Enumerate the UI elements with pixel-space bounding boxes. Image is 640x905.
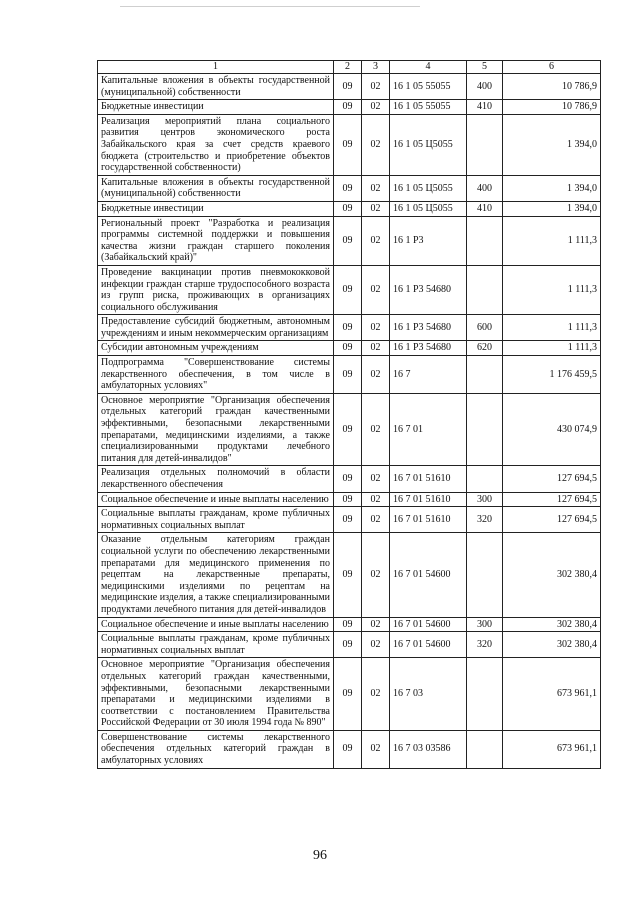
row-subsection-cell: 02 xyxy=(362,175,390,201)
row-name-cell: Социальные выплаты гражданам, кроме публичных нормативных социальных выплат xyxy=(98,507,334,533)
row-subsection-cell: 02 xyxy=(362,201,390,216)
table-header-row xyxy=(98,61,601,74)
row-name-cell: Бюджетные инвестиции xyxy=(98,201,334,216)
row-name-cell: Субсидии автономным учреждениям xyxy=(98,341,334,356)
row-name-cell: Социальное обеспечение и иные выплаты населению xyxy=(98,617,334,632)
table-row xyxy=(98,466,601,492)
budget-table xyxy=(97,60,601,769)
row-target-article-cell: 16 1 05 Ц5055 xyxy=(390,175,467,201)
table-row xyxy=(98,216,601,265)
row-amount-cell: 302 380,4 xyxy=(503,533,601,617)
row-amount-cell: 673 961,1 xyxy=(503,658,601,731)
table-row xyxy=(98,632,601,658)
table-row xyxy=(98,507,601,533)
table-row xyxy=(98,492,601,507)
row-target-article-cell: 16 7 01 51610 xyxy=(390,492,467,507)
row-amount-cell: 127 694,5 xyxy=(503,492,601,507)
row-subsection-cell: 02 xyxy=(362,100,390,115)
row-subsection-cell: 02 xyxy=(362,466,390,492)
row-name-cell: Бюджетные инвестиции xyxy=(98,100,334,115)
table-row xyxy=(98,201,601,216)
row-name-cell: Капитальные вложения в объекты государственной (муниципальной) собственности xyxy=(98,175,334,201)
row-subsection-cell: 02 xyxy=(362,507,390,533)
row-subsection-cell: 02 xyxy=(362,492,390,507)
row-expense-type-cell xyxy=(467,393,503,466)
row-section-cell: 09 xyxy=(334,265,362,314)
row-subsection-cell: 02 xyxy=(362,356,390,394)
row-name-cell: Реализация отдельных полномочий в области лекарственного обеспечения xyxy=(98,466,334,492)
row-section-cell: 09 xyxy=(334,617,362,632)
row-amount-cell: 1 111,3 xyxy=(503,315,601,341)
column-header: 4 xyxy=(390,61,467,74)
table-row xyxy=(98,100,601,115)
row-subsection-cell: 02 xyxy=(362,617,390,632)
row-section-cell: 09 xyxy=(334,466,362,492)
row-amount-cell: 1 176 459,5 xyxy=(503,356,601,394)
row-target-article-cell: 16 7 xyxy=(390,356,467,394)
table-row xyxy=(98,730,601,768)
column-header: 6 xyxy=(503,61,601,74)
row-subsection-cell: 02 xyxy=(362,393,390,466)
row-section-cell: 09 xyxy=(334,507,362,533)
table-row xyxy=(98,533,601,617)
row-amount-cell: 127 694,5 xyxy=(503,507,601,533)
row-subsection-cell: 02 xyxy=(362,114,390,175)
row-expense-type-cell: 410 xyxy=(467,201,503,216)
row-subsection-cell: 02 xyxy=(362,74,390,100)
row-target-article-cell: 16 7 01 54600 xyxy=(390,632,467,658)
row-amount-cell: 10 786,9 xyxy=(503,100,601,115)
row-expense-type-cell xyxy=(467,216,503,265)
row-section-cell: 09 xyxy=(334,356,362,394)
row-section-cell: 09 xyxy=(334,393,362,466)
row-target-article-cell: 16 1 Р3 54680 xyxy=(390,265,467,314)
row-section-cell: 09 xyxy=(334,632,362,658)
row-target-article-cell: 16 7 03 xyxy=(390,658,467,731)
row-amount-cell: 1 111,3 xyxy=(503,341,601,356)
row-amount-cell: 673 961,1 xyxy=(503,730,601,768)
row-name-cell: Оказание отдельным категориям граждан социальной услуги по обеспечению лекарственными препаратами для медицинского применения по рецептам на лекарственные препараты, медицинскими изделиями по рецептам на медицинские изделия, а также специализированными продуктами лечебного питания для детей-инвалидов xyxy=(98,533,334,617)
row-amount-cell: 430 074,9 xyxy=(503,393,601,466)
row-subsection-cell: 02 xyxy=(362,658,390,731)
scan-artifact-line xyxy=(120,6,420,7)
column-header: 2 xyxy=(334,61,362,74)
table-row xyxy=(98,617,601,632)
page-number: 96 xyxy=(313,848,327,863)
row-expense-type-cell xyxy=(467,730,503,768)
table-row xyxy=(98,658,601,731)
row-target-article-cell: 16 7 01 xyxy=(390,393,467,466)
row-expense-type-cell xyxy=(467,356,503,394)
table-row xyxy=(98,74,601,100)
row-expense-type-cell xyxy=(467,466,503,492)
row-section-cell: 09 xyxy=(334,341,362,356)
row-target-article-cell: 16 7 01 51610 xyxy=(390,466,467,492)
row-subsection-cell: 02 xyxy=(362,341,390,356)
row-amount-cell: 1 394,0 xyxy=(503,175,601,201)
row-target-article-cell: 16 1 05 55055 xyxy=(390,74,467,100)
row-name-cell: Совершенствование системы лекарственного обеспечения отдельных категорий граждан в амбулаторных условиях xyxy=(98,730,334,768)
column-header: 3 xyxy=(362,61,390,74)
row-section-cell: 09 xyxy=(334,533,362,617)
row-expense-type-cell: 300 xyxy=(467,492,503,507)
row-name-cell: Основное мероприятие "Организация обеспечения отдельных категорий граждан качественными эффективными, безопасными лекарственными препаратами, медицинскими изделиями, а также специализированными продуктами лечебного питания для детей-инвалидов" xyxy=(98,393,334,466)
row-expense-type-cell xyxy=(467,533,503,617)
table-row xyxy=(98,114,601,175)
row-expense-type-cell: 400 xyxy=(467,175,503,201)
table-row xyxy=(98,393,601,466)
row-amount-cell: 1 111,3 xyxy=(503,216,601,265)
row-expense-type-cell: 400 xyxy=(467,74,503,100)
row-name-cell: Социальные выплаты гражданам, кроме публичных нормативных социальных выплат xyxy=(98,632,334,658)
row-amount-cell: 302 380,4 xyxy=(503,617,601,632)
column-header: 1 xyxy=(98,61,334,74)
row-name-cell: Проведение вакцинации против пневмококковой инфекции граждан старше трудоспособного возраста из групп риска, проживающих в организациях социального обслуживания xyxy=(98,265,334,314)
row-target-article-cell: 16 7 01 51610 xyxy=(390,507,467,533)
row-amount-cell: 1 394,0 xyxy=(503,114,601,175)
row-amount-cell: 1 111,3 xyxy=(503,265,601,314)
row-section-cell: 09 xyxy=(334,315,362,341)
row-section-cell: 09 xyxy=(334,216,362,265)
row-section-cell: 09 xyxy=(334,201,362,216)
row-target-article-cell: 16 1 Р3 54680 xyxy=(390,315,467,341)
row-section-cell: 09 xyxy=(334,658,362,731)
row-section-cell: 09 xyxy=(334,730,362,768)
row-name-cell: Подпрограмма "Совершенствование системы лекарственного обеспечения, в том числе в амбулаторных условиях" xyxy=(98,356,334,394)
row-name-cell: Региональный проект "Разработка и реализация программы системной поддержки и повышения качества жизни граждан старшего поколения (Забайкальский край)" xyxy=(98,216,334,265)
row-target-article-cell: 16 1 05 Ц5055 xyxy=(390,114,467,175)
row-subsection-cell: 02 xyxy=(362,315,390,341)
row-expense-type-cell xyxy=(467,658,503,731)
row-amount-cell: 10 786,9 xyxy=(503,74,601,100)
row-expense-type-cell: 410 xyxy=(467,100,503,115)
row-target-article-cell: 16 7 01 54600 xyxy=(390,617,467,632)
table-row xyxy=(98,341,601,356)
row-expense-type-cell: 300 xyxy=(467,617,503,632)
row-target-article-cell: 16 7 03 03586 xyxy=(390,730,467,768)
row-expense-type-cell: 600 xyxy=(467,315,503,341)
row-expense-type-cell xyxy=(467,114,503,175)
row-name-cell: Основное мероприятие "Организация обеспечения отдельных категорий граждан качественными, эффективными, безопасными лекарственными препаратами и медицинскими изделиями в соответствии с постановлением Правительства Российской Федерации от 30 июля 1994 года № 890" xyxy=(98,658,334,731)
row-target-article-cell: 16 1 05 Ц5055 xyxy=(390,201,467,216)
table-row xyxy=(98,175,601,201)
row-section-cell: 09 xyxy=(334,100,362,115)
table-row xyxy=(98,265,601,314)
row-target-article-cell: 16 1 05 55055 xyxy=(390,100,467,115)
column-header: 5 xyxy=(467,61,503,74)
row-name-cell: Капитальные вложения в объекты государственной (муниципальной) собственности xyxy=(98,74,334,100)
row-name-cell: Предоставление субсидий бюджетным, автономным учреждениям и иным некоммерческим организациям xyxy=(98,315,334,341)
row-expense-type-cell: 320 xyxy=(467,632,503,658)
row-subsection-cell: 02 xyxy=(362,216,390,265)
row-subsection-cell: 02 xyxy=(362,632,390,658)
row-section-cell: 09 xyxy=(334,175,362,201)
row-amount-cell: 1 394,0 xyxy=(503,201,601,216)
row-target-article-cell: 16 1 Р3 xyxy=(390,216,467,265)
row-subsection-cell: 02 xyxy=(362,533,390,617)
row-name-cell: Социальное обеспечение и иные выплаты населению xyxy=(98,492,334,507)
table-row xyxy=(98,315,601,341)
row-section-cell: 09 xyxy=(334,492,362,507)
row-target-article-cell: 16 1 Р3 54680 xyxy=(390,341,467,356)
row-subsection-cell: 02 xyxy=(362,730,390,768)
row-section-cell: 09 xyxy=(334,114,362,175)
row-expense-type-cell xyxy=(467,265,503,314)
row-section-cell: 09 xyxy=(334,74,362,100)
table-row xyxy=(98,356,601,394)
row-target-article-cell: 16 7 01 54600 xyxy=(390,533,467,617)
row-amount-cell: 302 380,4 xyxy=(503,632,601,658)
row-expense-type-cell: 320 xyxy=(467,507,503,533)
row-name-cell: Реализация мероприятий плана социального развития центров экономического роста Забайкальского края за счет средств краевого бюджета (строительство и приобретение объектов государственной собственности) xyxy=(98,114,334,175)
row-subsection-cell: 02 xyxy=(362,265,390,314)
row-expense-type-cell: 620 xyxy=(467,341,503,356)
row-amount-cell: 127 694,5 xyxy=(503,466,601,492)
